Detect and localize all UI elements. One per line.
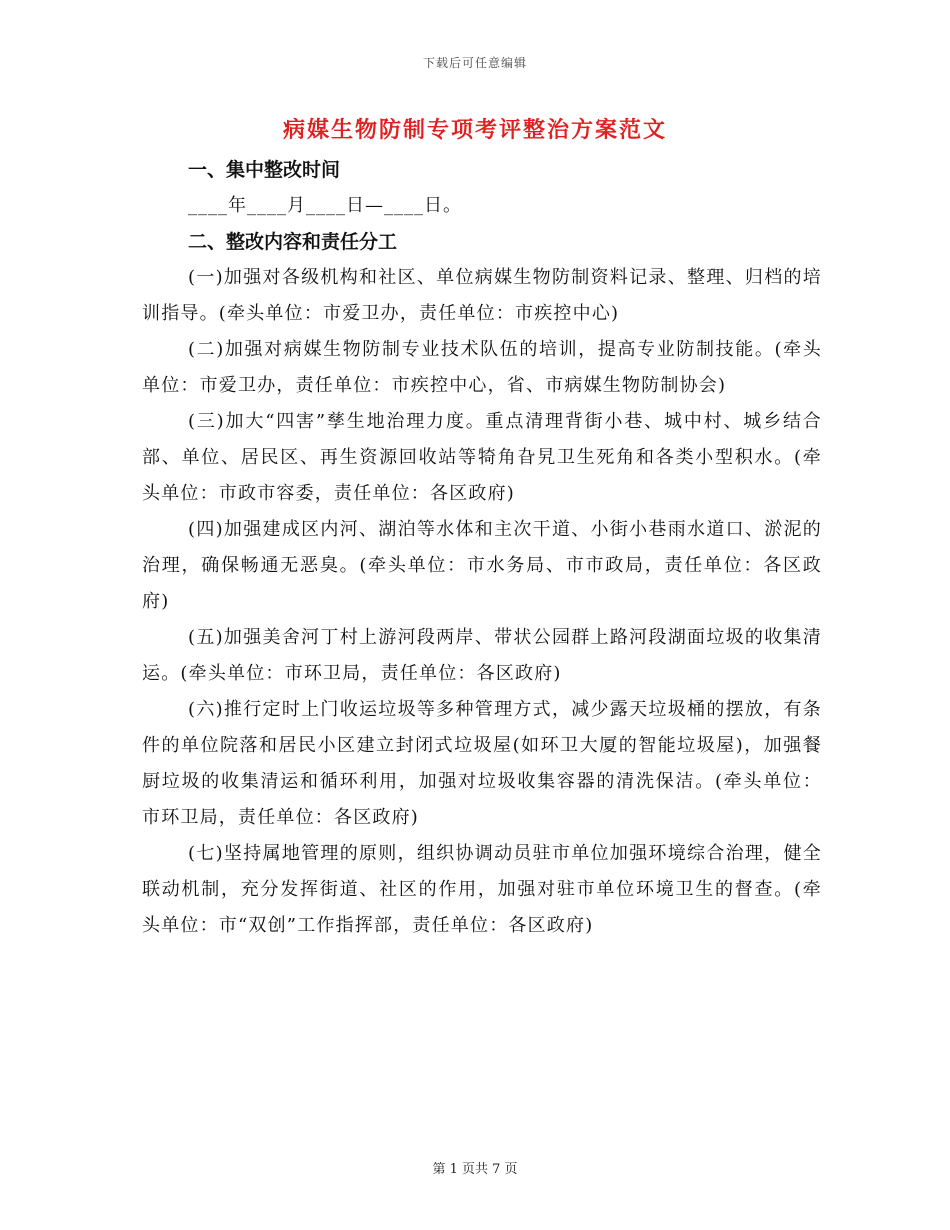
section-heading-time: 一、集中整改时间	[188, 159, 341, 181]
list-item: (七)坚持属地管理的原则，组织协调动员驻市单位加强环境综合治理，健全联动机制，充分发挥街道、社区的作用，加强对驻市单位环境卫生的督查。(牵头单位：市“双创”工作指挥部，责任单位：各区政府)	[142, 843, 822, 936]
header-note: 下载后可任意编辑	[422, 56, 527, 70]
list-item: (六)推行定时上门收运垃圾等多种管理方式，减少露天垃圾桶的摆放，有条件的单位院落和居民小区建立封闭式垃圾屋(如环卫大厦的智能垃圾屋)，加强餐厨垃圾的收集清运和循环利用，加强对垃圾收集容器的清洗保洁。(牵头单位：市环卫局，责任单位：各区政府)	[142, 699, 822, 828]
date-line: ____年____月____日—____日。	[188, 195, 462, 216]
document-title: 病媒生物防制专项考评整治方案范文	[282, 117, 667, 143]
list-item: (五)加强美舍河丁村上游河段两岸、带状公园群上路河段湖面垃圾的收集清运。(牵头单位：市环卫局，责任单位：各区政府)	[142, 627, 822, 684]
page-footer: 第 1 页共 7 页	[432, 1162, 518, 1177]
list-item: (四)加强建成区内河、湖泊等水体和主次干道、小街小巷雨水道口、淤泥的治理，确保畅通无恶臭。(牵头单位：市水务局、市市政局，责任单位：各区政府)	[142, 519, 822, 612]
list-item: (一)加强对各级机构和社区、单位病媒生物防制资料记录、整理、归档的培训指导。(牵头单位：市爱卫办，责任单位：市疾控中心)	[142, 267, 822, 324]
section-heading-content: 二、整改内容和责任分工	[188, 231, 398, 253]
list-item: (二)加强对病媒生物防制专业技术队伍的培训，提高专业防制技能。(牵头单位：市爱卫办，责任单位：市疾控中心，省、市病媒生物防制协会)	[142, 339, 822, 396]
document-body	[142, 152, 822, 944]
list-item: (三)加大“四害”孳生地治理力度。重点清理背街小巷、城中村、城乡结合部、单位、居民区、再生资源回收站等犄角旮旯卫生死角和各类小型积水。(牵头单位：市政市容委，责任单位：各区政府)	[142, 411, 822, 504]
